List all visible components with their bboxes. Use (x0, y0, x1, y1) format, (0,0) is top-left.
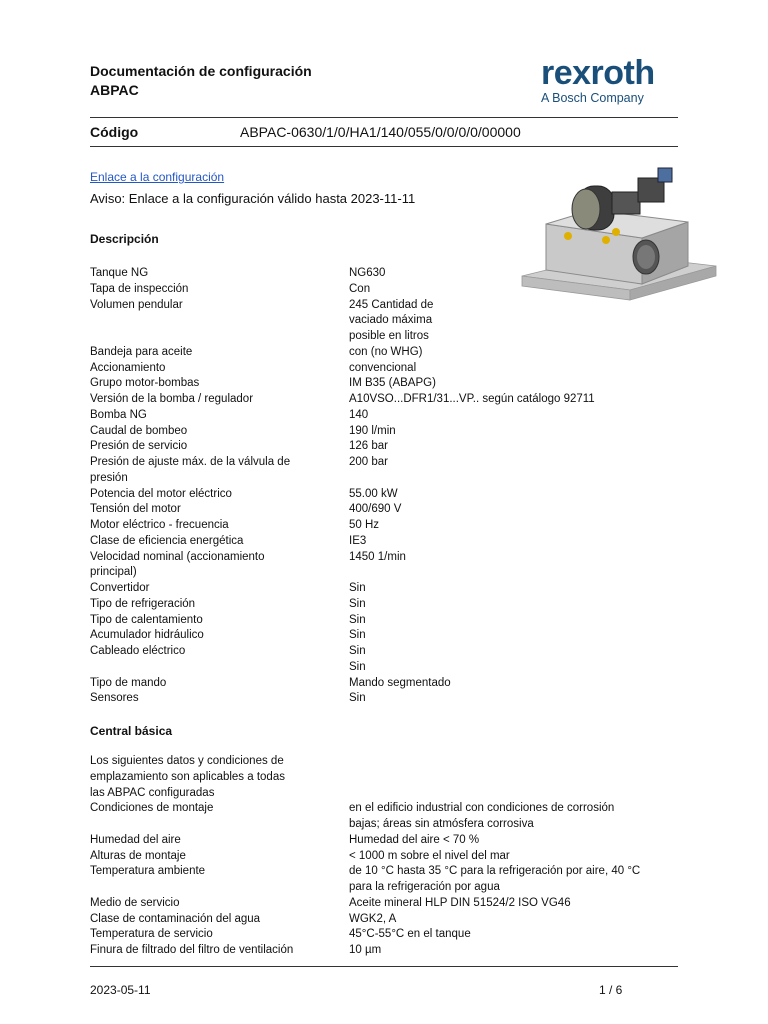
spec-value: 190 l/min (349, 424, 396, 437)
spec-row (90, 581, 684, 597)
spec-label: Velocidad nominal (accionamiento principal) (90, 550, 265, 579)
spec-value: con (no WHG) (349, 345, 423, 358)
spec-row (90, 361, 684, 377)
spec-row (90, 550, 684, 582)
rexroth-logo (541, 56, 655, 105)
spec-label: Temperatura de servicio (90, 928, 213, 941)
spec-row (90, 502, 684, 518)
document-title-line1: Documentación de configuración (90, 63, 312, 79)
spec-value: Sin Sin (349, 645, 366, 673)
spec-value: IE3 (349, 534, 367, 547)
spec-row (90, 487, 684, 503)
spec-label: Sensores (90, 692, 139, 705)
spec-label: Alturas de montaje (90, 849, 186, 862)
spec-label: Potencia del motor eléctrico (90, 487, 232, 500)
spec-value: Sin (349, 582, 366, 594)
document-title (90, 62, 312, 100)
header-divider (90, 117, 678, 118)
code-label: Código (90, 124, 139, 140)
spec-row (90, 408, 684, 424)
spec-row (90, 534, 684, 550)
spec-row (90, 282, 684, 298)
spec-value: Sin (349, 613, 366, 626)
spec-label: Convertidor (90, 582, 150, 594)
configuration-link[interactable]: Enlace a la configuración (90, 170, 225, 184)
spec-value: 400/690 V (349, 503, 402, 516)
spec-row (90, 833, 684, 849)
spec-label: Cableado eléctrico (90, 645, 186, 657)
page-number: 1 / 6 (599, 983, 623, 997)
spec-label: Volumen pendular (90, 298, 183, 311)
spec-label: Tipo de mando (90, 676, 167, 689)
spec-row (90, 644, 684, 676)
spec-row (90, 613, 684, 629)
spec-value: 50 Hz (349, 519, 380, 531)
spec-label: Bandeja para aceite (90, 345, 193, 358)
logo-subtitle: A Bosch Company (541, 91, 644, 105)
spec-row (90, 801, 684, 833)
spec-label: Tanque NG (90, 267, 149, 279)
document-title-line2: ABPAC (90, 82, 139, 98)
spec-label: Versión de la bomba / regulador (90, 393, 254, 405)
spec-label: Clase de eficiencia energética (90, 534, 244, 547)
spec-row (90, 912, 684, 928)
spec-value: NG630 (349, 267, 386, 279)
spec-row (90, 896, 684, 912)
spec-value: Sin (349, 597, 366, 610)
spec-label: Presión de servicio (90, 440, 188, 453)
spec-label: Humedad del aire (90, 833, 181, 846)
spec-value: 126 bar (349, 440, 389, 453)
spec-label: Bomba NG (90, 408, 147, 421)
spec-row (90, 849, 684, 865)
code-divider (90, 146, 678, 147)
spec-value: Mando segmentado (349, 676, 451, 689)
spec-row (90, 927, 684, 943)
spec-label: Tipo de refrigeración (90, 597, 196, 610)
spec-label: Caudal de bombeo (90, 424, 188, 437)
spec-value: Sin (349, 692, 366, 705)
spec-label: Tipo de calentamiento (90, 613, 203, 626)
spec-value: 45°C-55°C en el tanque (349, 928, 471, 941)
spec-label: Condiciones de montaje (90, 802, 214, 815)
spec-value: de 10 °C hasta 35 °C para la refrigeración por aire, 40 °C para la refrigeración por agua (349, 865, 641, 893)
spec-value (349, 754, 684, 801)
spec-row (90, 439, 684, 455)
spec-value: Humedad del aire < 70 % (349, 833, 480, 846)
spec-value: Sin (349, 629, 366, 642)
spec-row (90, 376, 684, 392)
code-value: ABPAC-0630/1/0/HA1/140/055/0/0/0/0/00000 (240, 124, 521, 140)
spec-label: Temperatura ambiente (90, 865, 206, 878)
spec-value: WGK2, A (349, 912, 397, 925)
spec-value: 55.00 kW (349, 487, 398, 500)
section-heading-central-basica: Central básica (90, 724, 173, 738)
logo-wordmark: rexroth (541, 54, 655, 92)
spec-row (90, 597, 684, 613)
spec-row (90, 676, 684, 692)
spec-label: Accionamiento (90, 361, 166, 374)
spec-row (90, 864, 684, 896)
footer-divider (90, 966, 678, 967)
section-heading-descripcion: Descripción (90, 232, 159, 246)
spec-value: 1450 1/min (349, 550, 406, 563)
spec-row (90, 628, 684, 644)
spec-label: Medio de servicio (90, 896, 180, 909)
spec-value: convencional (349, 361, 417, 374)
spec-label: Acumulador hidráulico (90, 629, 204, 642)
spec-row (90, 943, 684, 959)
spec-label: Grupo motor-bombas (90, 377, 200, 390)
spec-row (90, 298, 684, 345)
spec-label: Finura de filtrado del filtro de ventilación (90, 944, 294, 956)
spec-label: Motor eléctrico - frecuencia (90, 519, 229, 531)
spec-row (90, 691, 684, 707)
spec-value: Aceite mineral HLP DIN 51524/2 ISO VG46 (349, 896, 571, 909)
spec-label: Los siguientes datos y condiciones de emplazamiento son aplicables a todas las ABPAC configuradas (90, 755, 285, 799)
spec-value: 10 µm (349, 944, 382, 956)
spec-label: Tensión del motor (90, 503, 181, 516)
spec-value: A10VSO...DFR1/31...VP.. según catálogo 92711 (349, 393, 595, 405)
spec-value: < 1000 m sobre el nivel del mar (349, 849, 510, 862)
spec-row (90, 754, 684, 801)
spec-label: Tapa de inspección (90, 282, 189, 295)
spec-value: en el edificio industrial con condiciones de corrosión bajas; áreas sin atmósfera corrosiva (349, 802, 615, 830)
spec-row (90, 518, 684, 534)
spec-row (90, 392, 684, 408)
spec-row (90, 266, 684, 282)
spec-value: 140 (349, 408, 369, 421)
spec-row (90, 424, 684, 440)
validity-notice: Aviso: Enlace a la configuración válido hasta 2023-11-11 (90, 191, 416, 206)
spec-value: IM B35 (ABAPG) (349, 377, 436, 390)
spec-label: Presión de ajuste máx. de la válvula de presión (90, 456, 291, 484)
spec-label: Clase de contaminación del agua (90, 912, 261, 925)
spec-row (90, 455, 684, 487)
spec-value: 245 Cantidad de vaciado máxima posible en litros (349, 298, 434, 342)
spec-value: Con (349, 282, 371, 295)
spec-row (90, 345, 684, 361)
spec-value: 200 bar (349, 456, 389, 468)
footer-date: 2023-05-11 (90, 983, 151, 997)
